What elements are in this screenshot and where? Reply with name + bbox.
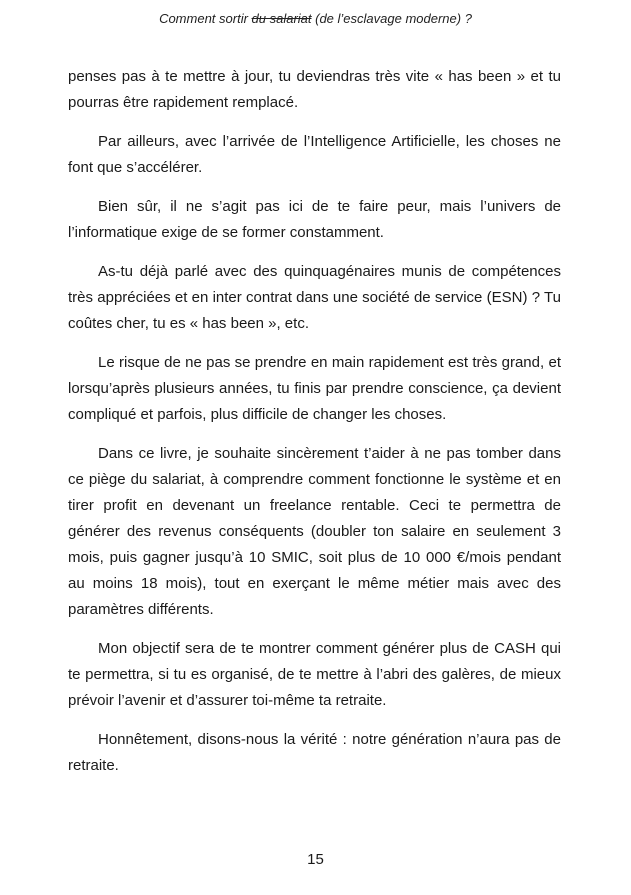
paragraph: As-tu déjà parlé avec des quinquagénaires munis de compétences très appréciées et en inter contrat dans une société de service (ESN) ? Tu coûtes cher, tu es « has been », etc.: [68, 263, 561, 332]
header-suffix: (de l’esclavage moderne) ?: [311, 11, 472, 26]
paragraph: Le risque de ne pas se prendre en main rapidement est très grand, et lorsqu’après plusieurs années, tu finis par prendre conscience, ça devient compliqué et parfois, plus difficile de changer les choses.: [68, 354, 561, 423]
header-prefix: Comment sortir: [159, 11, 252, 26]
header-struck-text: du salariat: [251, 11, 312, 26]
page-body: [68, 64, 561, 792]
paragraph: Dans ce livre, je souhaite sincèrement t’aider à ne pas tomber dans ce piège du salariat, à comprendre comment fonctionne le système et en tirer profit en devenant un freelance rentable. Ceci te permettra de générer des revenus conséquents (doubler ton salaire en seulement 3 mois, puis gagner jusqu’à 10 SMIC, soit plus de 10 000 €/mois pendant au moins 18 mois), tout en exerçant le même métier mais avec des paramètres différents.: [68, 445, 561, 618]
paragraph: Bien sûr, il ne s’agit pas ici de te faire peur, mais l’univers de l’informatique exige de se former constamment.: [68, 198, 561, 241]
page-number: 15: [307, 851, 324, 868]
paragraph: Par ailleurs, avec l’arrivée de l’Intelligence Artificielle, les choses ne font que s’accélérer.: [68, 133, 561, 176]
paragraph-continuation: penses pas à te mettre à jour, tu deviendras très vite « has been » et tu pourras être rapidement remplacé.: [68, 68, 561, 111]
running-header: [0, 11, 631, 27]
paragraph: Mon objectif sera de te montrer comment générer plus de CASH qui te permettra, si tu es organisé, de te mettre à l’abri des galères, de mieux prévoir l’avenir et d’assurer toi-même ta retraite.: [68, 640, 561, 709]
paragraph: Honnêtement, disons-nous la vérité : notre génération n’aura pas de retraite.: [68, 731, 561, 774]
